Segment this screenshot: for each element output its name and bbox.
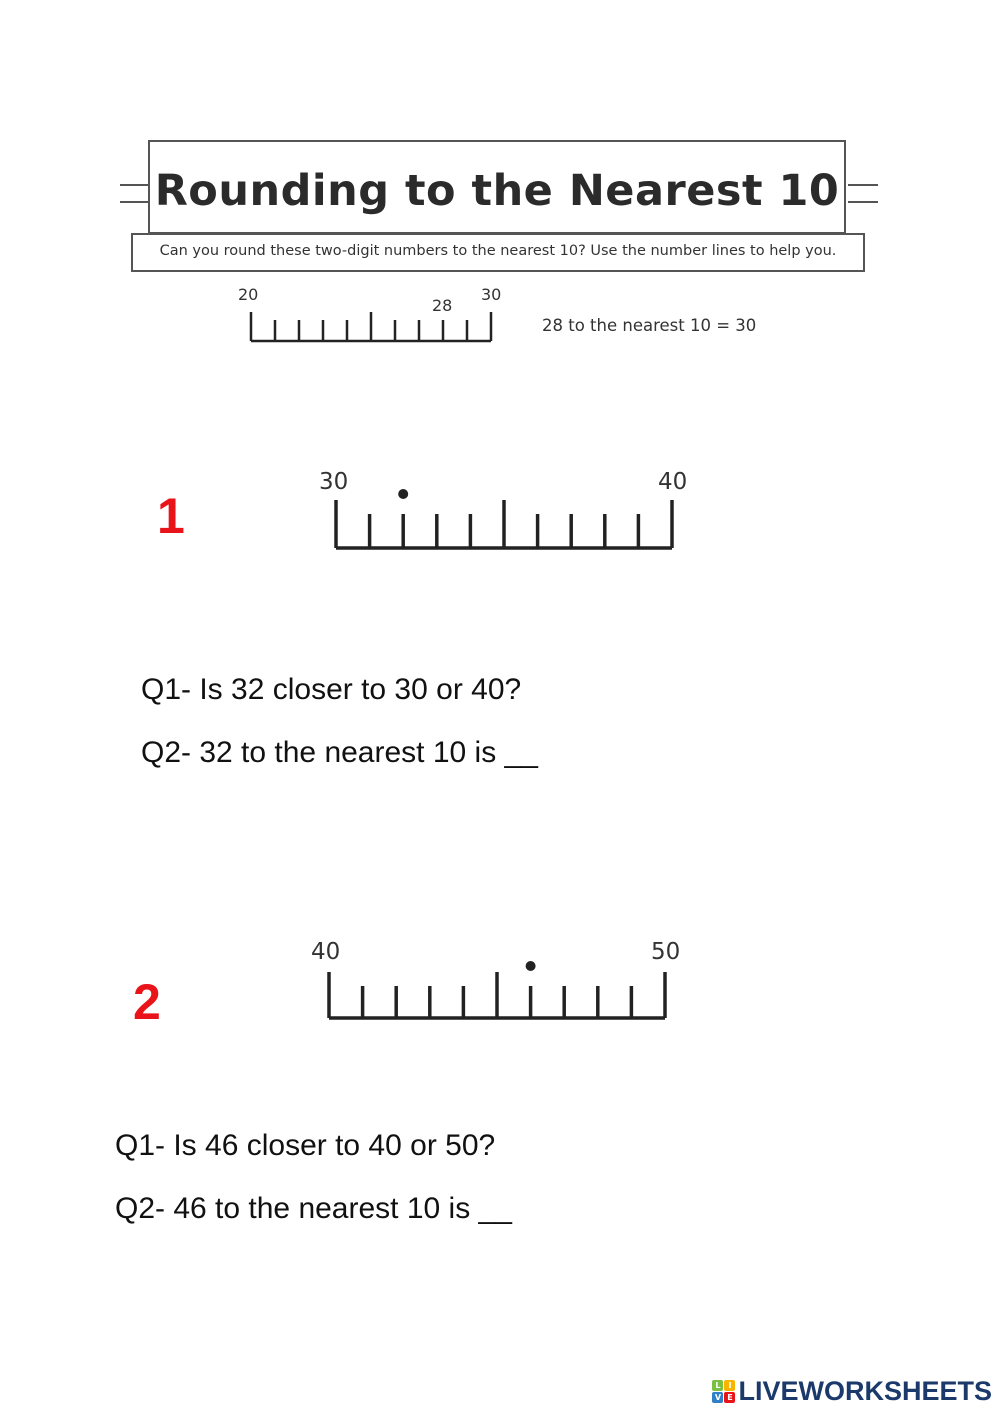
problem-2-line-marked-dot (526, 961, 536, 971)
problem-1-min-label: 30 (319, 469, 349, 495)
problem-1-q2[interactable]: Q2- 32 to the nearest 10 is __ (141, 736, 538, 769)
example-answer: 28 to the nearest 10 = 30 (542, 316, 757, 335)
problem-number-1: 1 (157, 488, 185, 544)
problem-1-max-label: 40 (658, 469, 688, 495)
liveworksheets-logo (712, 1376, 992, 1407)
problem-1-q1: Q1- Is 32 closer to 30 or 40? (141, 673, 522, 706)
instructions: Can you round these two-digit numbers to the nearest 10? Use the number lines to help you. (159, 243, 837, 259)
problem-2-q1: Q1- Is 46 closer to 40 or 50? (115, 1129, 496, 1162)
example-min-label: 20 (238, 285, 259, 304)
logo-letter: V (712, 1392, 723, 1403)
example-max-label: 30 (481, 285, 502, 304)
problem-2-min-label: 40 (311, 939, 341, 965)
logo-letter: E (724, 1392, 735, 1403)
page-title: Rounding to the Nearest 10 (154, 166, 840, 216)
problem-number-2: 2 (133, 974, 161, 1030)
logo-icon (712, 1380, 735, 1403)
logo-letter: I (724, 1380, 735, 1391)
logo-text: LIVEWORKSHEETS (738, 1376, 992, 1406)
example-marked-label: 28 (432, 296, 453, 315)
logo-letter: L (712, 1380, 723, 1391)
problem-1-line-marked-dot (398, 489, 408, 499)
problem-2-max-label: 50 (651, 939, 681, 965)
problem-2-q2[interactable]: Q2- 46 to the nearest 10 is __ (115, 1192, 512, 1225)
